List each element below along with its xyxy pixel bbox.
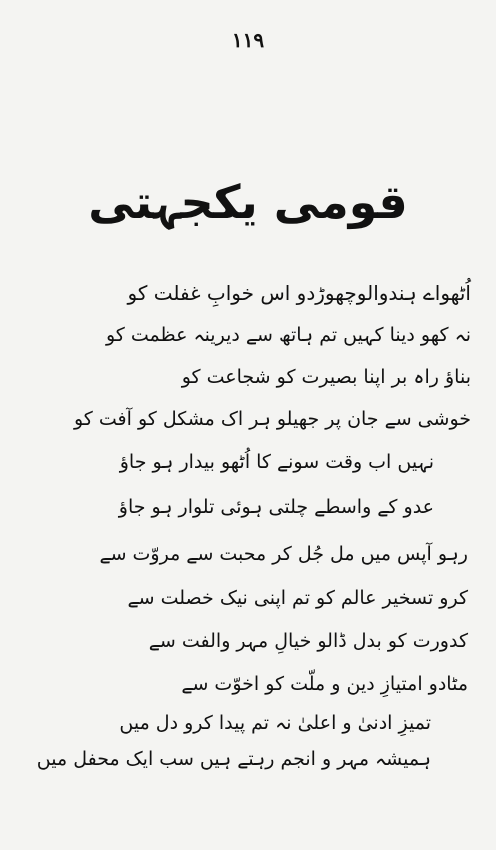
verse-line-12: ہمیشہ مہر و انجم رہتے ہیں سب ایک محفل میں [36, 748, 431, 770]
verse-line-1: اُٹھواے ہندوالوچھوڑدو اس خوابِ غفلت کو [127, 281, 471, 305]
verse-line-5: نہیں اب وقت سونے کا اُٹھو بیدار ہو جاؤ [119, 451, 434, 473]
verse-line-3: بناؤ راہ بر اپنا بصیرت کو شجاعت کو [181, 366, 471, 388]
verse-line-2: نہ کھو دینا کہیں تم ہاتھ سے دیرینہ عظمت کو [105, 324, 471, 346]
verse-line-4: خوشی سے جان پر جھیلو ہر اک مشکل کو آفت کو [73, 408, 471, 430]
verse-line-10: مٹادو امتیازِ دین و ملّت کو اخوّت سے [181, 673, 468, 695]
poem-title: قومی یکجہتی [88, 175, 408, 229]
verse-line-8: کرو تسخیر عالم کو تم اپنی نیک خصلت سے [127, 587, 468, 609]
verse-line-11: تمیزِ ادنیٰ و اعلیٰ نہ تم پیدا کرو دل میں [119, 712, 431, 734]
verse-line-9: کدورت کو بدل ڈالو خیالِ مہر والفت سے [148, 630, 468, 652]
verse-line-7: رہو آپس میں مل جُل کر محبت سے مروّت سے [99, 543, 468, 565]
page-number: ١١٩ [231, 28, 265, 52]
verse-line-6: عدو کے واسطے چلتی ہوئی تلوار ہو جاؤ [118, 496, 434, 518]
